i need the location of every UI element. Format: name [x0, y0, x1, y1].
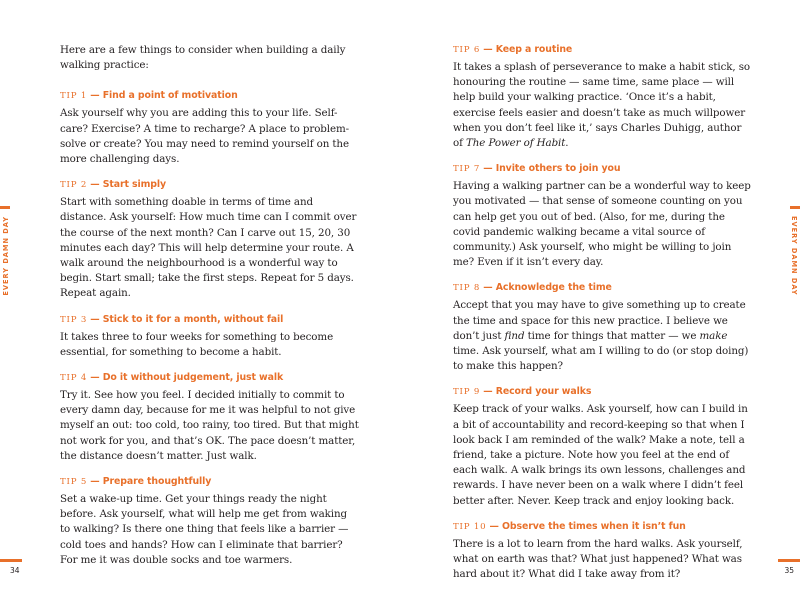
- page-number: 34: [10, 566, 20, 575]
- tip-title: Invite others to join you: [495, 163, 621, 175]
- tip-label: TIP 4: [60, 373, 88, 384]
- tip-label: TIP 10: [453, 521, 487, 532]
- tip-3: [60, 313, 360, 360]
- book-title: The Power of Habit: [465, 137, 566, 150]
- tip-body: [453, 298, 753, 374]
- tip-heading: [60, 475, 360, 489]
- right-page: [400, 0, 800, 592]
- tip-separator: —: [87, 476, 103, 488]
- right-column: [453, 43, 753, 592]
- emphasis-find: find: [504, 329, 525, 342]
- emphasis-make: make: [699, 329, 728, 342]
- page-number-block: [0, 559, 22, 575]
- tip-separator: —: [480, 282, 496, 294]
- tip-body: There is a lot to learn from the hard walks. Ask yourself, what on earth was that? What just happened? What was hard about it? What did I take away from it?: [453, 537, 743, 581]
- tip-title: Acknowledge the time: [495, 282, 612, 294]
- folio-bar: [0, 559, 22, 562]
- tip-title: Stick to it for a month, without fail: [102, 313, 284, 325]
- tip-6: [453, 43, 753, 151]
- tip-body: Start with something doable in terms of time and distance. Ask yourself: How much time can I commit over the course of the next month? Can I carve out 15, 20, 30 minutes each day? This will help determine your route. A walk around the neighbourhood is a wonderful way to begin. Start small; take the first steps. Repeat for 5 days. Repeat again.: [60, 196, 357, 300]
- tip-body-text-end: time. Ask yourself, what am I willing to do (or stop doing) to make this happen?: [453, 345, 749, 373]
- tip-body-text-mid: time for things that matter — we: [524, 329, 700, 342]
- tip-separator: —: [87, 372, 103, 384]
- tip-heading: [453, 385, 753, 399]
- tip-title: Start simply: [102, 179, 167, 191]
- tip-label: TIP 3: [60, 314, 88, 325]
- tip-heading: [60, 371, 360, 385]
- tip-separator: —: [480, 44, 496, 55]
- tip-label: TIP 6: [453, 45, 481, 55]
- tip-title: Record your walks: [495, 386, 592, 398]
- tip-label: TIP 1: [60, 91, 88, 102]
- tip-separator: —: [87, 179, 103, 191]
- tip-body: It takes three to four weeks for something to become essential, for something to become a habit.: [60, 330, 334, 358]
- tip-title: Observe the times when it isn’t fun: [502, 520, 686, 532]
- tip-body: [453, 60, 753, 151]
- tip-4: [60, 371, 360, 464]
- tip-separator: —: [480, 386, 496, 398]
- section-side-tab: [790, 206, 800, 296]
- side-tab-bar: [0, 206, 10, 209]
- tip-heading: [453, 162, 753, 176]
- tip-5: [60, 475, 360, 568]
- side-tab-label: EVERY DAMN DAY: [2, 216, 10, 296]
- tip-body-text: It takes a splash of perseverance to make a habit stick, so honouring the routine — same time, same place — will help build your walking practice. ‘Once it’s a habit, exercise feels easier and doesn’t take as much willpower when you don’t feel like it,’ says Charles Duhigg, author of: [453, 61, 751, 150]
- tip-body-text-end: .: [565, 137, 569, 150]
- tip-heading: [453, 43, 753, 57]
- tip-heading: [453, 281, 753, 295]
- page-number: 35: [784, 566, 794, 575]
- tip-separator: —: [486, 520, 502, 532]
- tip-label: TIP 9: [453, 387, 481, 398]
- side-tab-bar: [790, 206, 800, 209]
- tip-10: [453, 520, 753, 583]
- tip-title: Prepare thoughtfully: [102, 476, 212, 488]
- tip-label: TIP 5: [60, 477, 88, 488]
- tip-9: [453, 385, 753, 508]
- tip-title: Do it without judgement, just walk: [102, 372, 284, 384]
- folio-bar: [778, 559, 800, 562]
- tip-heading: [453, 520, 753, 534]
- tip-title: Keep a routine: [495, 44, 573, 55]
- tip-title: Find a point of motivation: [102, 90, 238, 102]
- tip-separator: —: [480, 163, 496, 175]
- tip-body-text: Accept that you may have to give something up to create the time and space for this new practice. I believe we don’t just: [453, 299, 746, 342]
- left-column: [60, 43, 360, 579]
- intro-paragraph: Here are a few things to consider when building a daily walking practice:: [60, 44, 346, 72]
- tip-body: Try it. See how you feel. I decided initially to commit to every damn day, because for me it was helpful to not give myself an out: too cold, too rainy, too tired. But that might not work for you, and that’s OK. The pace doesn’t matter, the distance doesn’t matter. Just walk.: [60, 389, 359, 462]
- tip-separator: —: [87, 313, 103, 325]
- tip-7: [453, 162, 753, 270]
- tip-heading: [60, 313, 360, 327]
- tip-separator: —: [87, 90, 103, 102]
- tip-label: TIP 2: [60, 180, 88, 191]
- section-side-tab: [0, 206, 10, 296]
- tip-body: Ask yourself why you are adding this to your life. Self-care? Exercise? A time to recharge? A place to problem-solve or create? You may need to remind yourself on the more challenging days.: [60, 107, 350, 166]
- tip-8: [453, 281, 753, 374]
- page-number-block: [778, 559, 800, 575]
- tip-2: [60, 178, 360, 301]
- tip-body: Set a wake-up time. Get your things ready the night before. Ask yourself, what will help me get from waking to walking? Is there one thing that feels like a barrier — cold toes and hands? How can I eliminate that barrier? For me it was double socks and toe warmers.: [60, 493, 349, 566]
- tip-body: Having a walking partner can be a wonderful way to keep you motivated — that sense of someone counting on you can help get you out of bed. (Also, for me, during the covid pandemic walking became a vital source of community.) Ask yourself, who might be willing to join me? Even if it isn’t every day.: [453, 180, 751, 269]
- tip-label: TIP 7: [453, 164, 481, 175]
- tip-heading: [60, 89, 360, 103]
- tip-heading: [60, 178, 360, 192]
- side-tab-label: EVERY DAMN DAY: [790, 216, 798, 296]
- tip-body: Keep track of your walks. Ask yourself, how can I build in a bit of accountability and record-keeping so that when I look back I am reminded of the walk? Make a note, tell a friend, take a picture. Note how you feel at the end of each walk. A walk brings its own lessons, challenges and rewards. I have never been on a walk where I didn’t feel better after. Never. Keep track and enjoy looking back.: [453, 403, 748, 507]
- tip-label: TIP 8: [453, 283, 481, 294]
- tip-1: [60, 89, 360, 167]
